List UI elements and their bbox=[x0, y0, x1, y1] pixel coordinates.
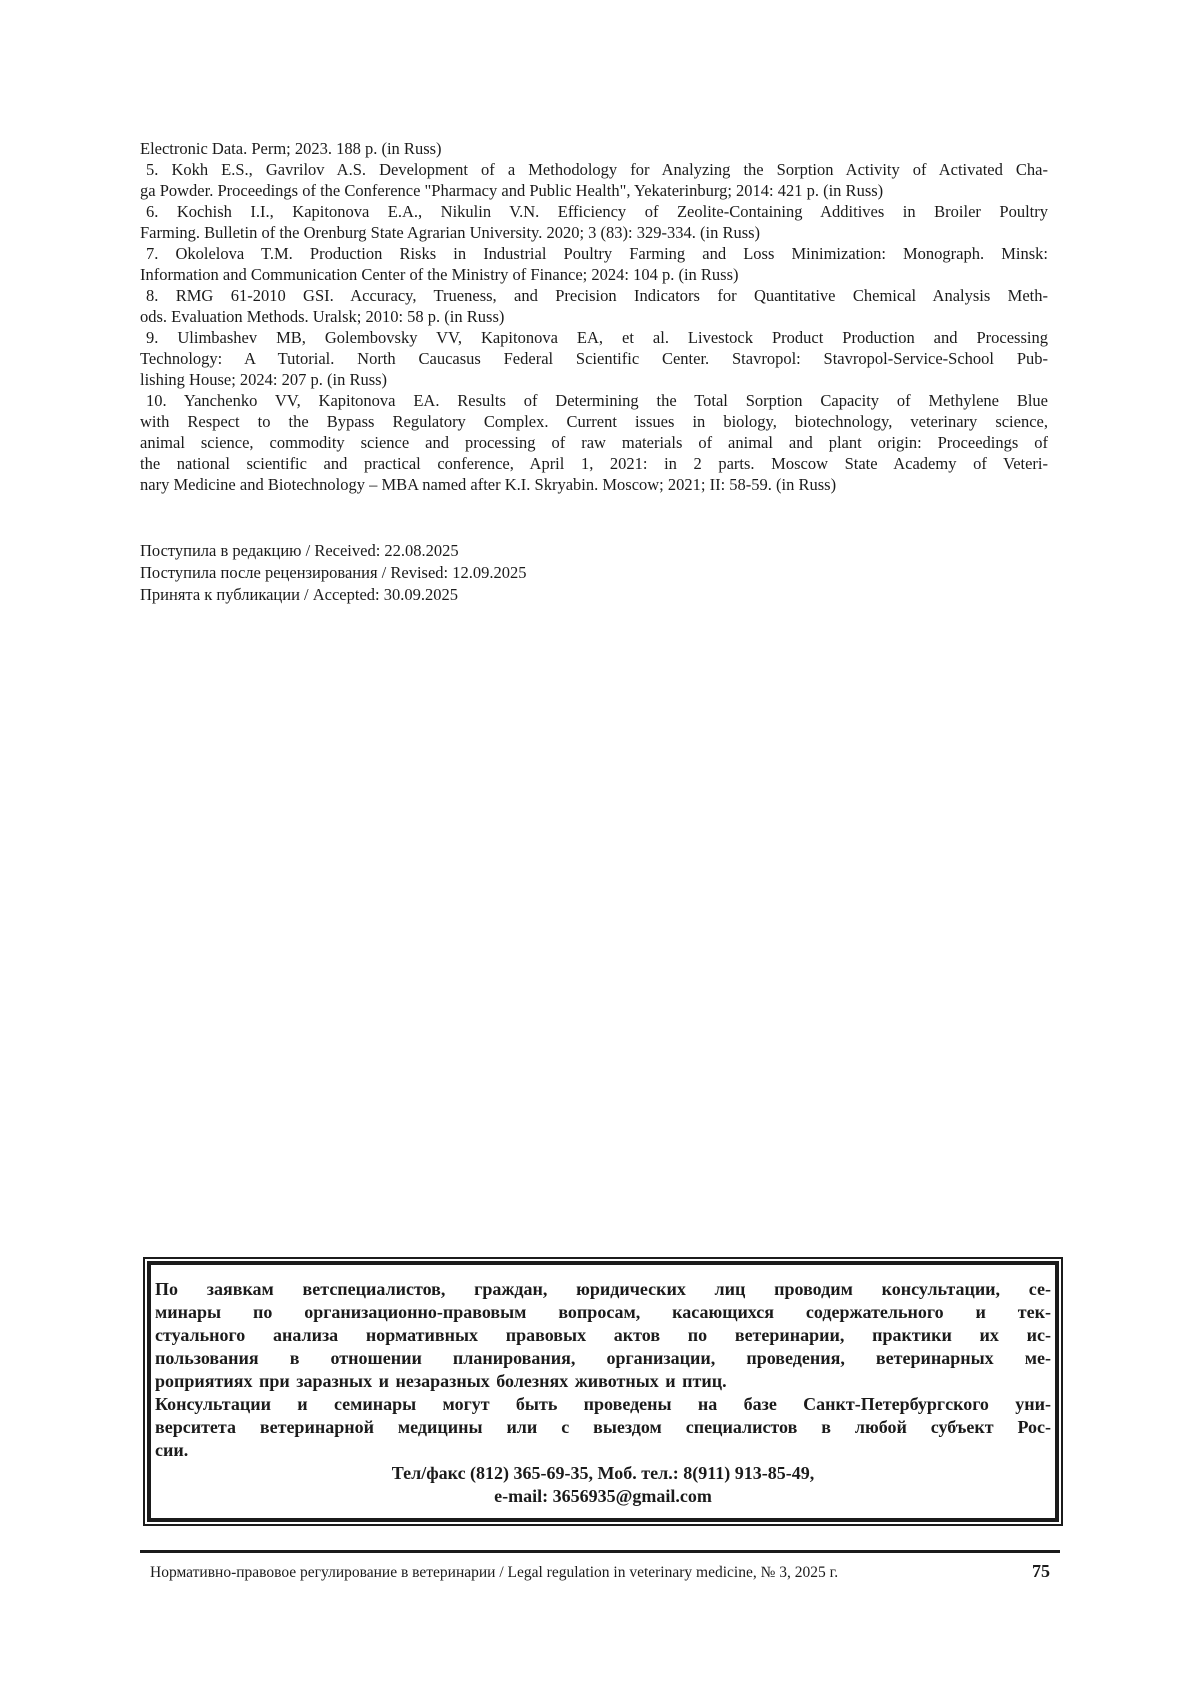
reference-item-line: Electronic Data. Perm; 2023. 188 p. (in Russ) bbox=[140, 139, 442, 158]
reference-item bbox=[140, 390, 1048, 495]
reference-item-line: 7. Okolelova T.M. Production Risks in Industrial Poultry Farming and Loss Minimization: Monograph. Minsk: bbox=[146, 244, 1048, 263]
announcement-paragraph-line: По заявкам ветспециалистов, граждан, юридических лиц проводим консультации, се- bbox=[155, 1279, 1051, 1299]
reference-item-line: nary Medicine and Biotechnology – MBA named after K.I. Skryabin. Moscow; 2021; II: 58-59. (in Russ) bbox=[140, 475, 837, 494]
announcement-phone-line: Тел/факс (812) 365-69-35, Моб. тел.: 8(911) 913-85-49, bbox=[391, 1463, 815, 1483]
reference-item-line: 8. RMG 61-2010 GSI. Accuracy, Trueness, and Precision Indicators for Quantitative Chemical Analysis Meth- bbox=[146, 286, 1048, 305]
references-section bbox=[140, 138, 1048, 495]
announcement-paragraph-line: сии. bbox=[155, 1440, 189, 1460]
accepted-date-line: Принята к публикации / Accepted: 30.09.2025 bbox=[140, 585, 458, 604]
reference-item-line: Information and Communication Center of the Ministry of Finance; 2024: 104 p. (in Russ) bbox=[140, 265, 739, 284]
announcement-paragraph-line: верситета ветеринарной медицины или с выездом специалистов в любой субъект Рос- bbox=[155, 1417, 1051, 1437]
reference-item-line: 10. Yanchenko VV, Kapitonova EA. Results of Determining the Total Sorption Capacity of Methylene Blue bbox=[146, 391, 1048, 410]
reference-item-line: 9. Ulimbashev MB, Golembovsky VV, Kapitonova EA, et al. Livestock Product Production and Processing bbox=[146, 328, 1048, 347]
announcement-box bbox=[143, 1257, 1063, 1526]
footer-divider bbox=[140, 1550, 1060, 1553]
reference-item bbox=[140, 243, 1048, 285]
page-footer bbox=[140, 1561, 1060, 1582]
reference-item bbox=[140, 327, 1048, 390]
announcement-paragraph bbox=[155, 1393, 1051, 1462]
announcement-paragraph-line: минары по организационно-правовым вопросам, касающихся содержательного и тек- bbox=[155, 1302, 1051, 1322]
reference-item bbox=[140, 285, 1048, 327]
announcement-email-line: e-mail: 3656935@gmail.com bbox=[494, 1486, 712, 1506]
reference-item-line: 5. Kokh E.S., Gavrilov A.S. Development of a Methodology for Analyzing the Sorption Activity of Activated Cha- bbox=[146, 160, 1048, 179]
reference-item-line: with Respect to the Bypass Regulatory Complex. Current issues in biology, biotechnology, veterinary science, bbox=[140, 412, 1048, 431]
footer-journal-title: Нормативно-правовое регулирование в ветеринарии / Legal regulation in veterinary medicine, № 3, 2025 г. bbox=[150, 1564, 839, 1581]
announcement-paragraph-line: роприятиях при заразных и незаразных болезнях животных и птиц. bbox=[155, 1371, 727, 1391]
reference-item bbox=[140, 201, 1048, 243]
received-date-line: Поступила в редакцию / Received: 22.08.2025 bbox=[140, 541, 459, 560]
reference-item-line: Farming. Bulletin of the Orenburg State Agrarian University. 2020; 3 (83): 329-334. (in Russ) bbox=[140, 223, 761, 242]
reference-item-line: 6. Kochish I.I., Kapitonova E.A., Nikulin V.N. Efficiency of Zeolite-Containing Additives in Broiler Poultry bbox=[146, 202, 1048, 221]
reference-item bbox=[140, 138, 1048, 159]
announcement-paragraph-line: стуального анализа нормативных правовых актов по ветеринарии, практики их ис- bbox=[155, 1325, 1051, 1345]
announcement-paragraph-line: Консультации и семинары могут быть проведены на базе Санкт-Петербургского уни- bbox=[155, 1394, 1051, 1414]
reference-item-line: ods. Evaluation Methods. Uralsk; 2010: 58 p. (in Russ) bbox=[140, 307, 505, 326]
announcement-paragraph bbox=[155, 1278, 1051, 1393]
announcement-box-inner bbox=[147, 1261, 1059, 1522]
reference-item-line: ga Powder. Proceedings of the Conference "Pharmacy and Public Health", Yekaterinburg; 2014: 421 p. (in Russ) bbox=[140, 181, 884, 200]
footer-page-number: 75 bbox=[1032, 1561, 1050, 1581]
reference-item-line: animal science, commodity science and processing of raw materials of animal and plant origin: Proceedings of bbox=[140, 433, 1048, 452]
submission-dates bbox=[140, 540, 1048, 606]
announcement-paragraph-line: пользования в отношении планирования, организации, проведения, ветеринарных ме- bbox=[155, 1348, 1051, 1368]
reference-item-line: lishing House; 2024: 207 p. (in Russ) bbox=[140, 370, 388, 389]
reference-item-line: the national scientific and practical conference, April 1, 2021: in 2 parts. Moscow State Academy of Veteri- bbox=[140, 454, 1048, 473]
reference-item bbox=[140, 159, 1048, 201]
announcement-paragraphs bbox=[155, 1278, 1051, 1462]
revised-date-line: Поступила после рецензирования / Revised: 12.09.2025 bbox=[140, 563, 527, 582]
reference-item-line: Technology: A Tutorial. North Caucasus Federal Scientific Center. Stavropol: Stavropol-Service-School Pub- bbox=[140, 349, 1048, 368]
